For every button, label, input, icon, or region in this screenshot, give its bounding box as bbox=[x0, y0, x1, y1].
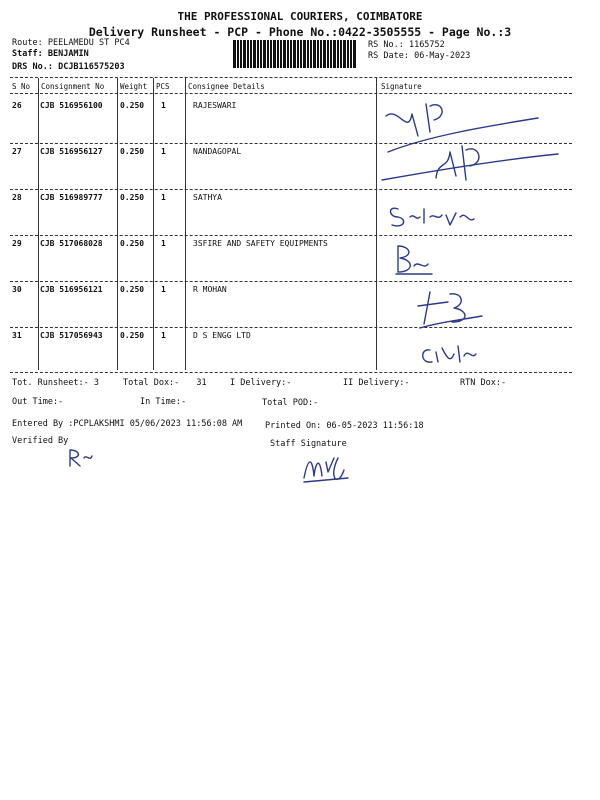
staff-signature-mark bbox=[298, 448, 358, 488]
staff-value: BENJAMIN bbox=[47, 49, 89, 59]
row-sno: 27 bbox=[12, 147, 22, 156]
header-signature: Signature bbox=[381, 82, 422, 91]
rtn-dox: RTN Dox:- bbox=[460, 378, 507, 388]
signature-row-31 bbox=[414, 336, 484, 372]
row-pcs: 1 bbox=[161, 239, 166, 248]
barcode-image bbox=[232, 40, 358, 68]
row-consignee: NANDAGOPAL bbox=[193, 147, 242, 156]
header-pcs: PCS bbox=[156, 82, 170, 91]
row-weight: 0.250 bbox=[120, 101, 145, 110]
row-pcs: 1 bbox=[161, 193, 166, 202]
row-consignment: CJB 516956100 bbox=[40, 101, 103, 110]
row-consignment: CJB 517068028 bbox=[40, 239, 103, 248]
row-separator bbox=[10, 235, 572, 236]
row-consignment: CJB 517056943 bbox=[40, 331, 103, 340]
row-pcs: 1 bbox=[161, 331, 166, 340]
row-weight: 0.250 bbox=[120, 193, 145, 202]
row-consignee: R MOHAN bbox=[193, 285, 227, 294]
printed-on: Printed On: 06-05-2023 11:56:18 bbox=[265, 421, 424, 431]
tot-runsheet: Tot. Runsheet:- 3 bbox=[12, 378, 99, 388]
row-sno: 28 bbox=[12, 193, 22, 202]
entered-by: Entered By :PCPLAKSHMI 05/06/2023 11:56:08 AM bbox=[12, 419, 243, 429]
signature-row-30 bbox=[400, 286, 490, 330]
header-consignee: Consignee Details bbox=[188, 82, 265, 91]
rs-no-value: 1165752 bbox=[408, 40, 445, 50]
staff-info bbox=[12, 49, 89, 59]
total-dox-value: 31 bbox=[196, 378, 207, 388]
out-time: Out Time:- bbox=[12, 397, 64, 407]
staff-label: Staff: bbox=[12, 49, 43, 59]
drs-label: DRS No.: bbox=[12, 62, 53, 72]
row-weight: 0.250 bbox=[120, 285, 145, 294]
signature-row-27 bbox=[378, 140, 568, 200]
page-title: THE PROFESSIONAL COURIERS, COIMBATORE bbox=[177, 10, 423, 23]
row-pcs: 1 bbox=[161, 101, 166, 110]
route-label: Route: bbox=[12, 38, 43, 48]
header-sno: S No bbox=[12, 82, 31, 91]
row-consignment: CJB 516989777 bbox=[40, 193, 103, 202]
signature-row-29 bbox=[388, 240, 448, 280]
drs-value: DCJB116575203 bbox=[58, 62, 125, 72]
row-sno: 29 bbox=[12, 239, 22, 248]
rs-no-info bbox=[368, 40, 445, 50]
row-weight: 0.250 bbox=[120, 331, 145, 340]
row-sno: 26 bbox=[12, 101, 22, 110]
rs-date-value: 06-May-2023 bbox=[414, 51, 471, 61]
total-dox-label: Total Dox:- bbox=[123, 378, 180, 388]
row-consignee: SATHYA bbox=[193, 193, 222, 202]
row-consignment: CJB 516956121 bbox=[40, 285, 103, 294]
staff-signature-label: Staff Signature bbox=[270, 439, 347, 449]
table-bottom-border bbox=[10, 372, 572, 373]
signature-row-28 bbox=[380, 195, 500, 235]
rs-date-info bbox=[368, 51, 470, 61]
row-separator bbox=[10, 281, 572, 282]
header-weight: Weight bbox=[120, 82, 148, 91]
page-subtitle: Delivery Runsheet - PCP - Phone No.:0422-3505555 - Page No.:3 bbox=[88, 25, 512, 39]
route-info bbox=[12, 38, 130, 48]
ii-delivery: II Delivery:- bbox=[343, 378, 410, 388]
header-bottom-border bbox=[10, 93, 572, 94]
i-delivery: I Delivery:- bbox=[230, 378, 292, 388]
rs-no-label: RS No.: bbox=[368, 40, 404, 50]
row-pcs: 1 bbox=[161, 147, 166, 156]
drs-info bbox=[12, 62, 125, 72]
row-weight: 0.250 bbox=[120, 147, 145, 156]
route-value: PEELAMEDU ST PC4 bbox=[47, 38, 130, 48]
in-time: In Time:- bbox=[140, 397, 187, 407]
table-top-border bbox=[10, 77, 572, 78]
row-consignee: 3SFIRE AND SAFETY EQUIPMENTS bbox=[193, 239, 328, 248]
verifier-initials bbox=[62, 446, 102, 470]
total-dox bbox=[123, 378, 207, 388]
header-consignment: Consignment No bbox=[41, 82, 105, 91]
total-pod: Total POD:- bbox=[262, 398, 319, 408]
verified-by: Verified By bbox=[12, 436, 69, 446]
rs-date-label: RS Date: bbox=[368, 51, 409, 61]
row-sno: 30 bbox=[12, 285, 22, 294]
row-pcs: 1 bbox=[161, 285, 166, 294]
row-consignment: CJB 516956127 bbox=[40, 147, 103, 156]
row-consignee: RAJESWARI bbox=[193, 101, 237, 110]
row-consignee: D S ENGG LTD bbox=[193, 331, 251, 340]
row-weight: 0.250 bbox=[120, 239, 145, 248]
row-sno: 31 bbox=[12, 331, 22, 340]
